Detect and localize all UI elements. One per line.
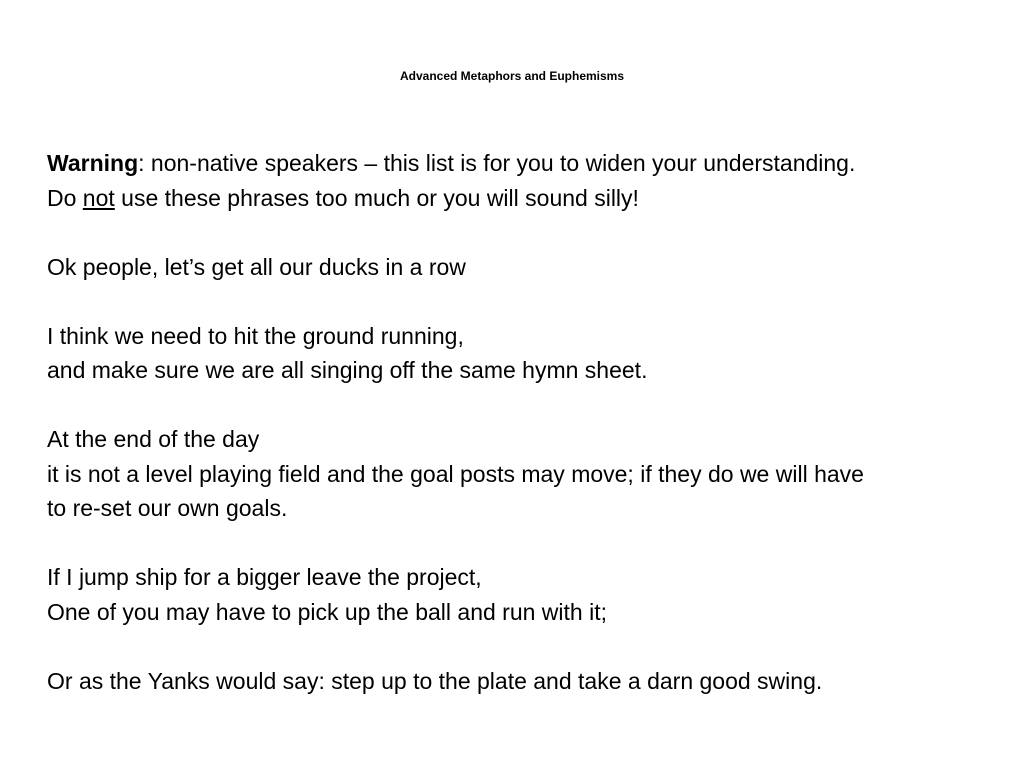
blank-line [47, 629, 997, 664]
warning-line [47, 146, 997, 181]
paragraph-4-line-1: If I jump ship for a bigger leave the project, [47, 564, 482, 590]
slide-body [47, 146, 997, 698]
warning-line-2 [47, 181, 997, 216]
paragraph-2-line-2: and make sure we are all singing off the same hymn sheet. [47, 357, 648, 383]
paragraph-2-line-1: I think we need to hit the ground running, [47, 322, 464, 349]
blank-line [47, 526, 997, 561]
blank-line [47, 284, 997, 319]
paragraph-1-line-1: Ok people, let’s get all our ducks in a row [47, 253, 466, 280]
paragraph-3-line-3: to re-set our own goals. [47, 495, 288, 521]
paragraph-4-line-2: One of you may have to pick up the ball and run with it; [47, 598, 607, 625]
warning-label: Warning [47, 150, 139, 176]
warning-emphasis-not: not [82, 184, 115, 211]
blank-line [47, 388, 997, 423]
paragraph-5-line-1: Or as the Yanks would say: step up to the plate and take a darn good swing. [47, 667, 823, 694]
warning-line2-suffix: use these phrases too much or you will sound silly! [114, 184, 639, 211]
warning-text: : non-native speakers – this list is for you to widen your understanding. [138, 150, 856, 176]
paragraph-3-line-1: At the end of the day [47, 426, 260, 452]
blank-line [47, 215, 997, 250]
slide-title: Advanced Metaphors and Euphemisms [399, 69, 625, 83]
warning-line2-prefix: Do [47, 184, 83, 211]
paragraph-3-line-2: it is not a level playing field and the goal posts may move; if they do we will have [47, 460, 864, 487]
